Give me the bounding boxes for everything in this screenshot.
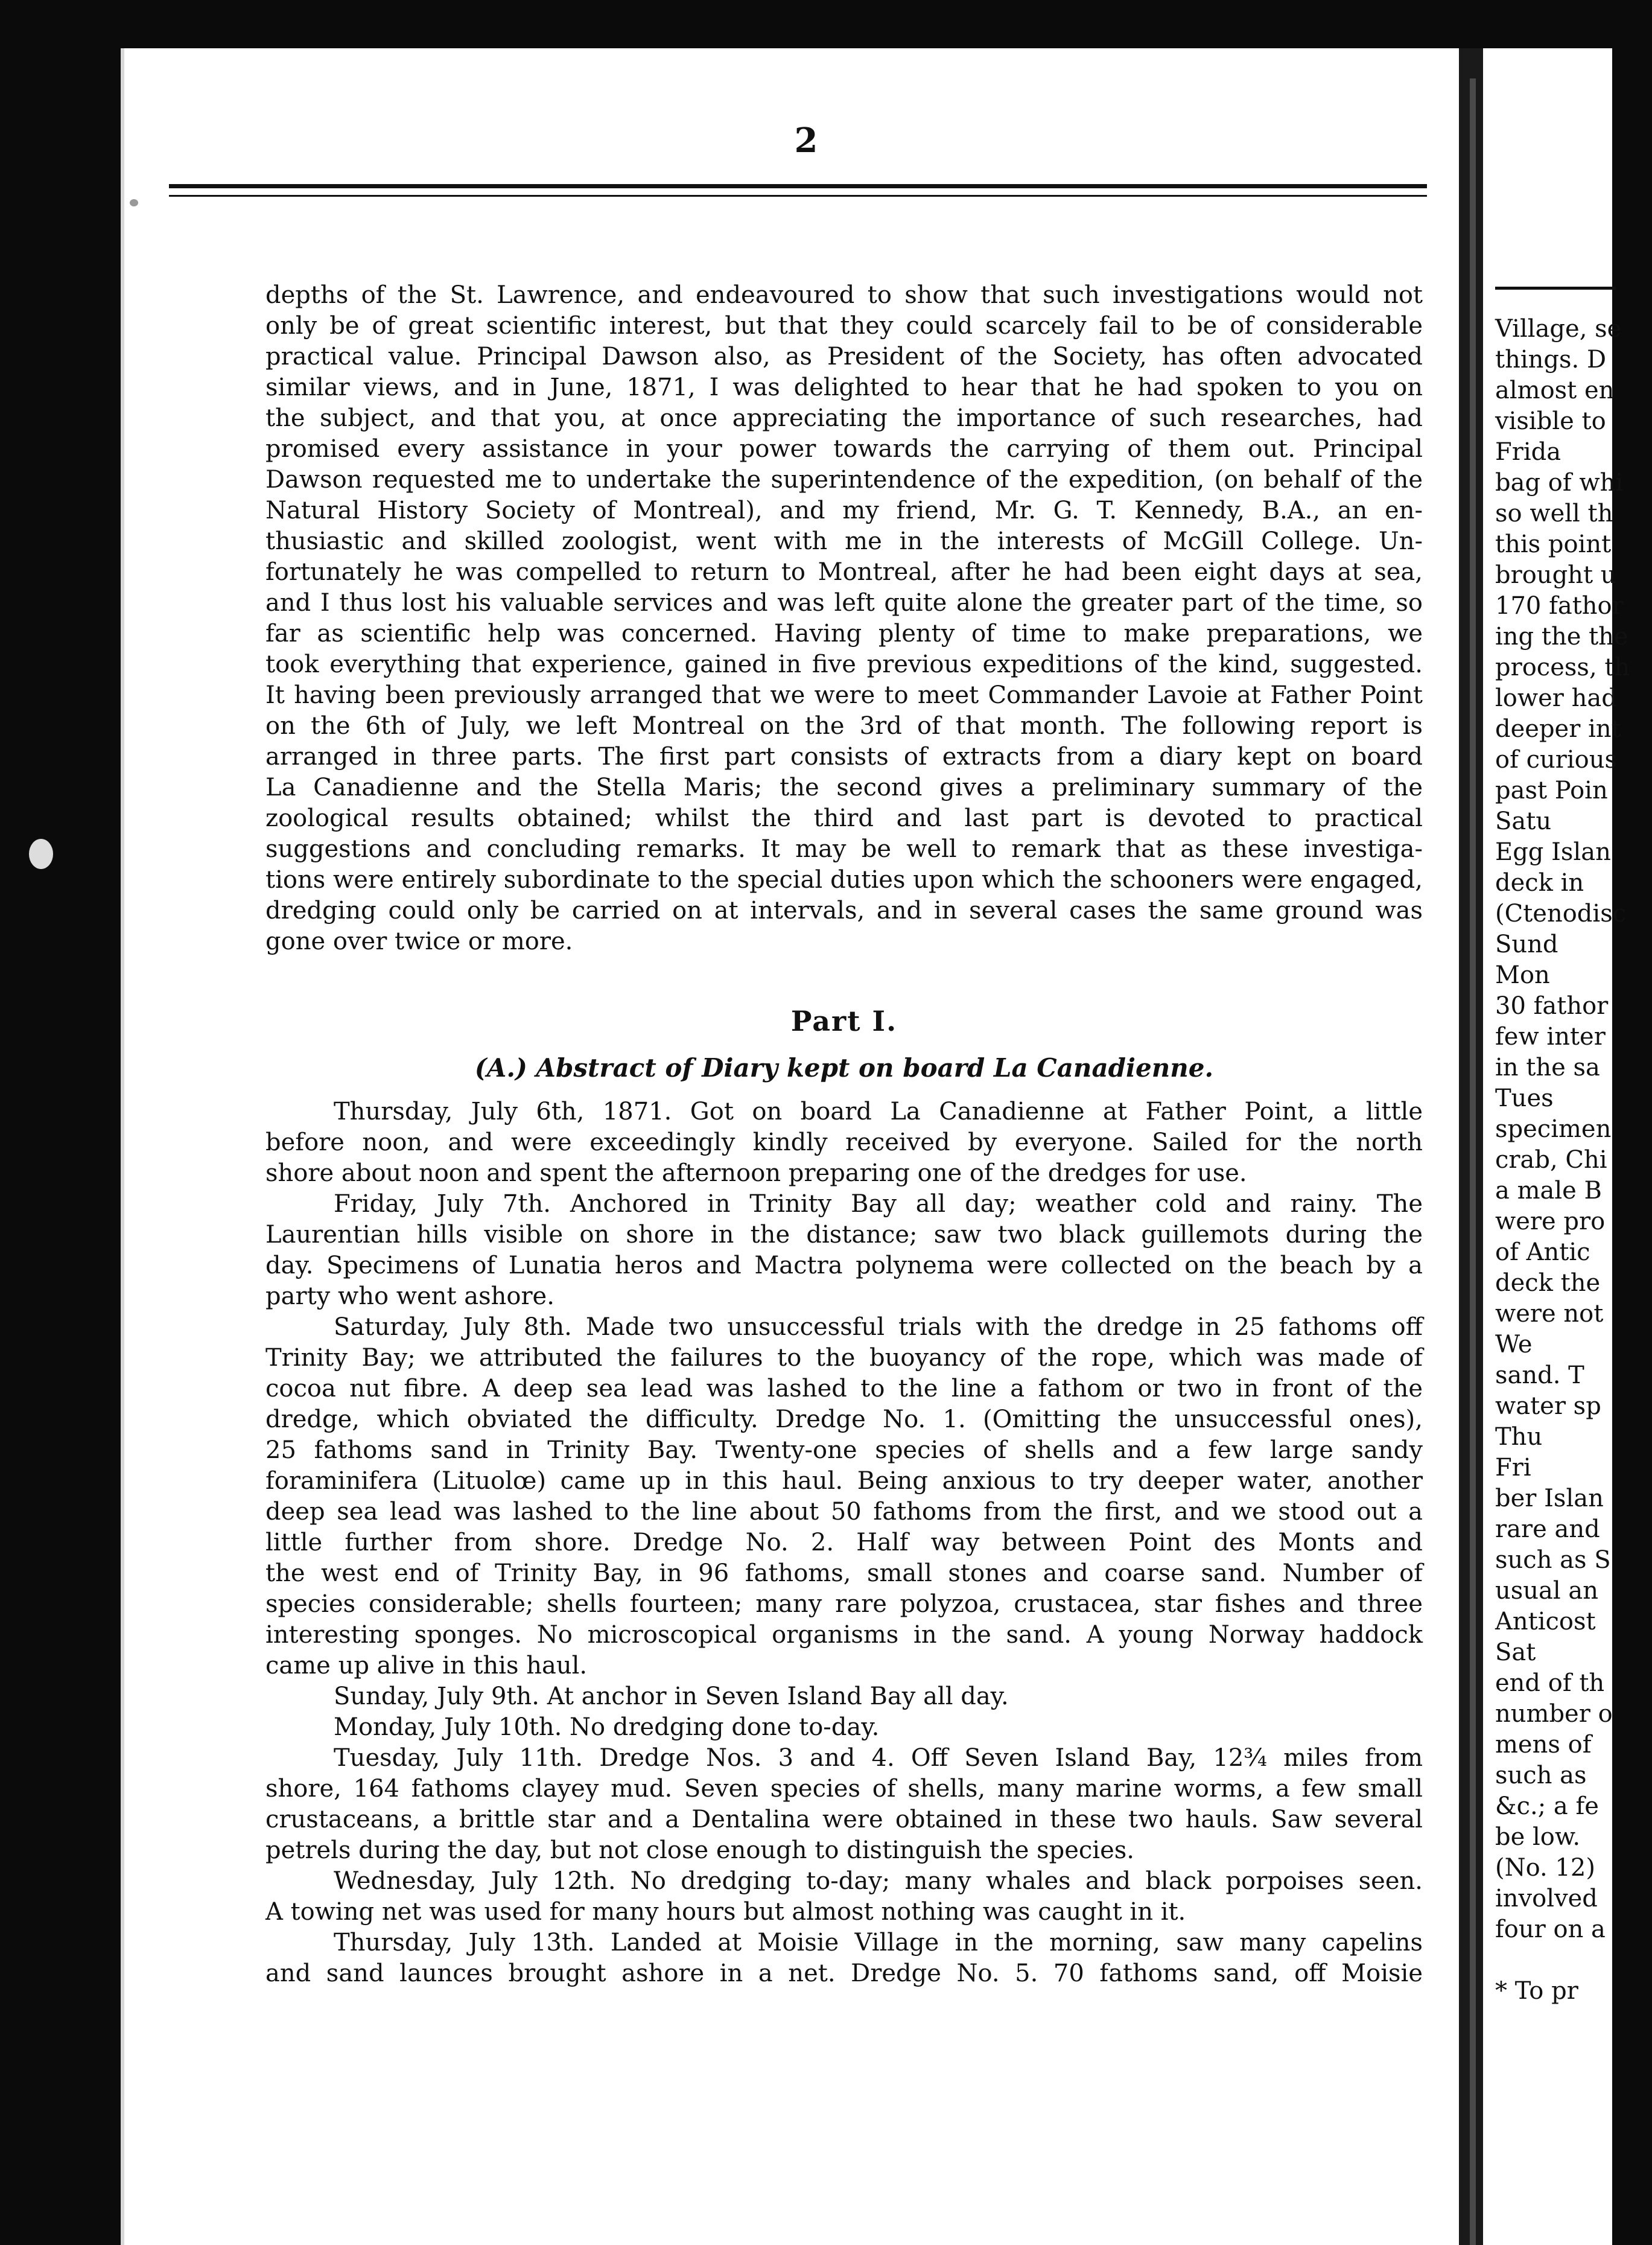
text-line: Dawson requested me to undertake the superintendence of the expedition, (on behalf of the [265,466,1423,494]
facing-text-fragment: Frida [1495,438,1561,466]
text-line: dredge, which obviated the difficulty. Dredge No. 1. (Omitting the unsuccessful ones), [265,1406,1423,1433]
facing-text-fragment: mens of [1495,1731,1592,1759]
text-line: Monday, July 10th. No dredging done to-day. [334,1713,880,1741]
facing-text-fragment: sand. T [1495,1361,1584,1389]
text-line: the subject, and that you, at once appreciating the importance of such researches, had [265,404,1423,432]
facing-text-fragment: such as S [1495,1546,1611,1574]
facing-text-fragment: deeper int [1495,715,1621,743]
facing-text-fragment: of curious [1495,746,1618,774]
text-line: 25 fathoms sand in Trinity Bay. Twenty-one species of shells and a few large sandy [265,1436,1423,1464]
facing-text-fragment: &c.; a fe [1495,1792,1599,1820]
text-line: interesting sponges. No microscopical organisms in the sand. A young Norway haddock [265,1621,1423,1649]
diary-entries [265,1097,1423,1989]
facing-text-fragment: Egg Islan [1495,838,1611,866]
text-line: before noon, and were exceedingly kindly received by everyone. Sailed for the north [265,1129,1423,1156]
text-line: depths of the St. Lawrence, and endeavoured to show that such investigations would not [265,281,1423,309]
part-title: Part I. [790,1005,898,1037]
facing-text-fragment: deck in [1495,869,1584,897]
facing-text-fragment: * To pr [1495,1977,1578,2005]
facing-text-fragment: lower had [1495,684,1617,712]
gutter-edge [1470,78,1476,2245]
facing-text-fragment: Village, se [1495,315,1622,343]
facing-text-fragment: brought u [1495,561,1616,589]
text-line: far as scientific help was concerned. Having plenty of time to make preparations, we [265,620,1423,648]
facing-text-fragment: were pro [1495,1208,1606,1235]
text-line: thusiastic and skilled zoologist, went with me in the interests of McGill College. Un- [265,527,1423,555]
text-line: arranged in three parts. The first part consists of extracts from a diary kept on board [265,743,1423,771]
text-line: Tuesday, July 11th. Dredge Nos. 3 and 4. Off Seven Island Bay, 12¾ miles from [334,1744,1423,1772]
section-subtitle: (A.) Abstract of Diary kept on board La Canadienne. [474,1053,1214,1083]
facing-page-rule [1495,287,1616,290]
facing-text-fragment: Tues [1495,1084,1554,1112]
text-line: promised every assistance in your power towards the carrying of them out. Principal [265,435,1423,463]
text-line: foraminifera (Lituolœ) came up in this haul. Being anxious to try deeper water, another [265,1467,1423,1495]
header-rule-thick [169,184,1427,188]
text-line: similar views, and in June, 1871, I was delighted to hear that he had spoken to you on [265,374,1423,401]
facing-text-fragment: Satu [1495,807,1552,835]
facing-text-fragment [1495,1945,1652,1976]
text-line: Thursday, July 13th. Landed at Moisie Village in the morning, saw many capelins [334,1929,1423,1957]
text-line: took everything that experience, gained in five previous expeditions of the kind, suggested. [265,651,1423,678]
facing-text-fragment: (Ctenodisc [1495,900,1627,928]
facing-text-fragment: four on a [1495,1915,1606,1943]
text-line: dredging could only be carried on at intervals, and in several cases the same ground was [265,897,1423,925]
facing-text-fragment: ing the the [1495,623,1628,651]
facing-text-fragment: ber Islan [1495,1485,1604,1512]
facing-text-fragment: rare and [1495,1515,1600,1543]
facing-text-fragment: in the sa [1495,1054,1600,1081]
text-line: A towing net was used for many hours but almost nothing was caught in it. [265,1898,1186,1926]
text-line: party who went ashore. [265,1282,554,1310]
intro-paragraph [265,280,1423,957]
facing-text-fragment: crab, Chi [1495,1146,1607,1174]
paper-speck [130,199,138,206]
facing-text-fragment: We [1495,1331,1533,1358]
facing-text-fragment: Thu [1495,1423,1543,1451]
text-line: suggestions and concluding remarks. It may be well to remark that as these investiga- [265,835,1423,863]
facing-text-fragment: usual an [1495,1577,1599,1605]
facing-text-fragment: of Antic [1495,1238,1590,1266]
facing-text-fragment: visible to [1495,407,1606,435]
facing-text-fragment: things. D [1495,346,1607,374]
page-number: 2 [794,121,818,161]
text-line: Saturday, July 8th. Made two unsuccessful trials with the dredge in 25 fathoms off [334,1313,1423,1341]
facing-text-fragment: such as [1495,1762,1587,1789]
facing-text-fragment: (No. 12) [1495,1854,1595,1882]
text-line: little further from shore. Dredge No. 2. Half way between Point des Monts and [265,1529,1423,1556]
text-line: day. Specimens of Lunatia heros and Mactra polynema were collected on the beach by a [265,1252,1423,1279]
text-line: zoological results obtained; whilst the third and last part is devoted to practical [265,804,1423,832]
facing-text-fragment: a male B [1495,1177,1602,1205]
text-line: practical value. Principal Dawson also, as President of the Society, has often advocated [265,343,1423,371]
text-line: cocoa nut fibre. A deep sea lead was lashed to the line a fathom or two in front of the [265,1375,1423,1403]
facing-text-fragment: past Poin [1495,777,1608,804]
text-line: fortunately he was compelled to return to Montreal, after he had been eight days at sea, [265,558,1423,586]
text-line: tions were entirely subordinate to the special duties upon which the schooners were engaged, [265,866,1423,894]
facing-text-fragment: few inter [1495,1023,1606,1051]
text-line: Natural History Society of Montreal), and my friend, Mr. G. T. Kennedy, B.A., an en- [265,497,1423,524]
text-line: shore about noon and spent the afternoon preparing one of the dredges for use. [265,1159,1247,1187]
facing-text-fragment: process, th [1495,654,1630,681]
facing-text-fragment: be low. [1495,1823,1581,1851]
facing-text-fragment: so well th [1495,500,1613,527]
text-line: Friday, July 7th. Anchored in Trinity Bay all day; weather cold and rainy. The [334,1190,1423,1218]
text-line: came up alive in this haul. [265,1652,588,1680]
text-line: Sunday, July 9th. At anchor in Seven Island Bay all day. [334,1683,1009,1710]
text-line: on the 6th of July, we left Montreal on the 3rd of that month. The following report is [265,712,1423,740]
facing-text-fragment: end of th [1495,1669,1605,1697]
text-line: Thursday, July 6th, 1871. Got on board La Canadienne at Father Point, a little [334,1098,1423,1126]
facing-text-fragment: deck the [1495,1269,1601,1297]
text-line: and sand launces brought ashore in a net. Dredge No. 5. 70 fathoms sand, off Moisie [265,1960,1423,1987]
facing-text-fragment: Fri [1495,1454,1531,1482]
facing-text-fragment: Sat [1495,1638,1536,1666]
facing-text-fragment: water sp [1495,1392,1601,1420]
text-line: Wednesday, July 12th. No dredging to-day; many whales and black porpoises seen. [334,1867,1423,1895]
text-line: and I thus lost his valuable services and was left quite alone the greater part of the time, so [265,589,1423,617]
facing-text-fragment: were not [1495,1300,1604,1328]
text-line: Trinity Bay; we attributed the failures to the buoyancy of the rope, which was made of [265,1344,1423,1372]
facing-text-fragment: bag of whi [1495,469,1624,497]
facing-text-fragment: specimen [1495,1115,1612,1143]
facing-text-fragment: Anticost [1495,1608,1596,1635]
facing-text-fragment: number o [1495,1700,1613,1728]
facing-text-fragment: this point [1495,530,1612,558]
header-rule-thin [169,195,1427,197]
text-line: Laurentian hills visible on shore in the distance; saw two black guillemots during the [265,1221,1423,1249]
text-line: La Canadienne and the Stella Maris; the second gives a preliminary summary of the [265,774,1423,801]
text-line: the west end of Trinity Bay, in 96 fathoms, small stones and coarse sand. Number of [265,1559,1423,1587]
text-line: crustaceans, a brittle star and a Dentalina were obtained in these two hauls. Saw several [265,1806,1423,1833]
text-line: species considerable; shells fourteen; many rare polyzoa, crustacea, star fishes and three [265,1590,1423,1618]
facing-text-fragment: Mon [1495,961,1550,989]
text-line: petrels during the day, but not close enough to distinguish the species. [265,1836,1134,1864]
facing-text-fragment: Sund [1495,931,1558,958]
facing-text-fragment: 30 fathor [1495,992,1609,1020]
facing-text-fragment: involved [1495,1885,1598,1912]
facing-page-text [1495,314,1652,2007]
facing-text-fragment: almost en [1495,377,1615,404]
text-line: only be of great scientific interest, but that they could scarcely fail to be of considerable [265,312,1423,340]
paper-speck [29,839,53,869]
text-line: deep sea lead was lashed to the line about 50 fathoms from the first, and we stood out a [265,1498,1423,1526]
facing-text-fragment: 170 fathor [1495,592,1624,620]
text-line: shore, 164 fathoms clayey mud. Seven species of shells, many marine worms, a few small [265,1775,1423,1803]
text-line: It having been previously arranged that we were to meet Commander Lavoie at Father Point [265,681,1423,709]
text-line: gone over twice or more. [265,928,573,955]
